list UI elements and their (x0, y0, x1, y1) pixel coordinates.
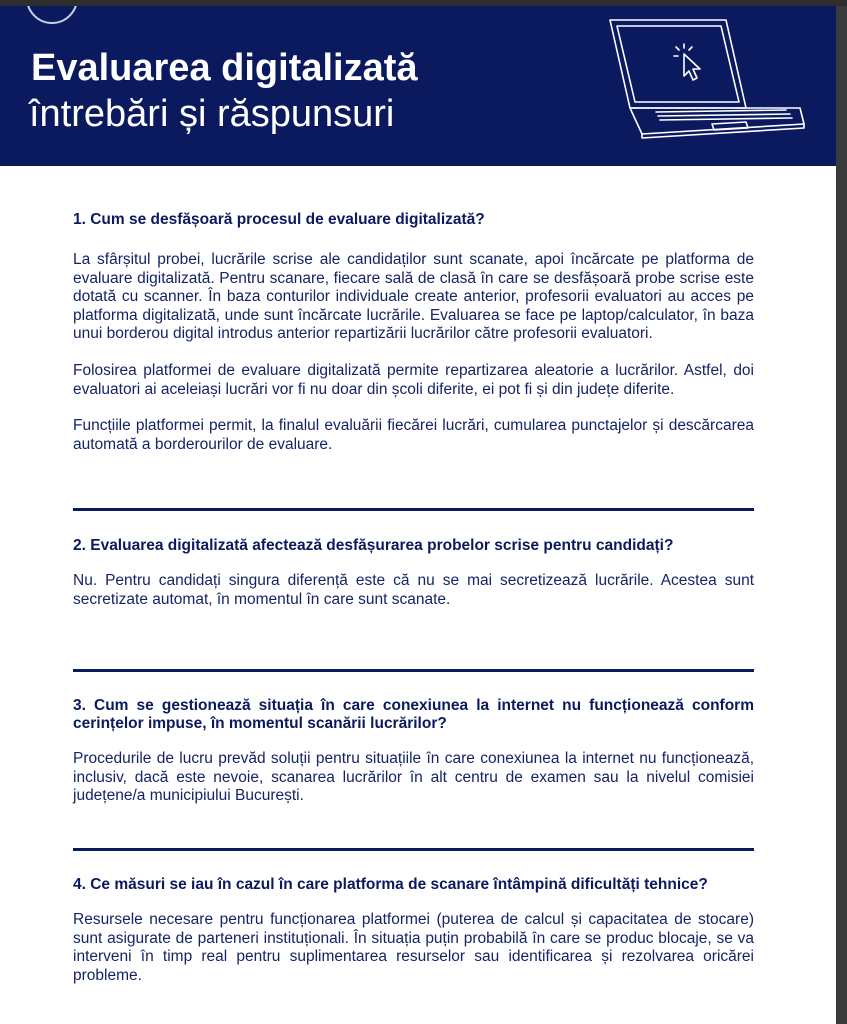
faq-question: 1. Cum se desfășoară procesul de evaluare digitalizată? (73, 211, 485, 228)
faq-question: 3. Cum se gestionează situația în care conexiunea la internet nu funcționează conform cerințelor impuse, în momentul scanării lucrărilor? (73, 697, 754, 732)
faq-answer-paragraph: Resursele necesare pentru funcționarea platformei (puterea de calcul și capacitatea de stocare) sunt asigurate de parteneri instituționali. În situația puțin probabilă în care se produc blocaje, se va interveni în timp real pentru suplimentarea resurselor sau identificarea și rezolvarea oricărei probleme. (73, 911, 754, 984)
faq-divider (73, 508, 754, 511)
faq-answer-paragraph: Nu. Pentru candidați singura diferență este că nu se mai secretizează lucrările. Acestea sunt secretizate automat, în momentul în care sunt scanate. (73, 572, 754, 608)
faq-answer-paragraph: Folosirea platformei de evaluare digitalizată permite repartizarea aleatorie a lucrărilor. Astfel, doi evaluatori ai aceleiași lucrări vor fi nu doar din școli diferite, ei pot fi și din județe diferite. (73, 361, 754, 398)
faq-divider (73, 669, 754, 672)
faq-divider (73, 848, 754, 851)
page-subtitle: întrebări și răspunsuri (29, 93, 395, 135)
page-title: Evaluarea digitalizată (31, 47, 418, 89)
faq-item-3 (73, 697, 754, 806)
document-page (0, 6, 836, 1024)
faq-item-2 (73, 537, 754, 609)
faq-question: 2. Evaluarea digitalizată afectează desfășurarea probelor scrise pentru candidați? (73, 537, 674, 554)
faq-item-4 (73, 876, 754, 985)
faq-answer-paragraph: La sfârșitul probei, lucrările scrise ale candidaților sunt scanate, apoi încărcate pe platforma de evaluare digitalizată. Pentru scanare, fiecare sală de clasă în care se desfășoară probe scrise este dotată cu scanner. În baza conturilor individuale create anterior, profesorii evaluatori au acces pe platforma digitalizată, unde sunt încărcate lucrările. Evaluarea se face pe laptop/calculator, în baza unui borderou digital introdus anterior repartizării lucrărilor către profesorii evaluatori. (73, 251, 754, 343)
faq-answer-paragraph: Funcțiile platformei permit, la finalul evaluării fiecărei lucrări, cumularea punctajelor și descărcarea automată a borderourilor de evaluare. (73, 417, 754, 453)
page-header (0, 6, 836, 166)
laptop-cursor-icon (600, 12, 810, 148)
faq-answer-paragraph: Procedurile de lucru prevăd soluții pentru situațiile în care conexiunea la internet nu funcționează, inclusiv, dacă este nevoie, scanarea lucrărilor în alt centru de examen sau la nivelul comisiei județene/a municipiului București. (73, 750, 754, 805)
faq-item-1 (73, 211, 754, 454)
faq-question: 4. Ce măsuri se iau în cazul în care platforma de scanare întâmpină dificultăți tehnice? (73, 876, 708, 893)
ministry-logo (26, 6, 78, 24)
